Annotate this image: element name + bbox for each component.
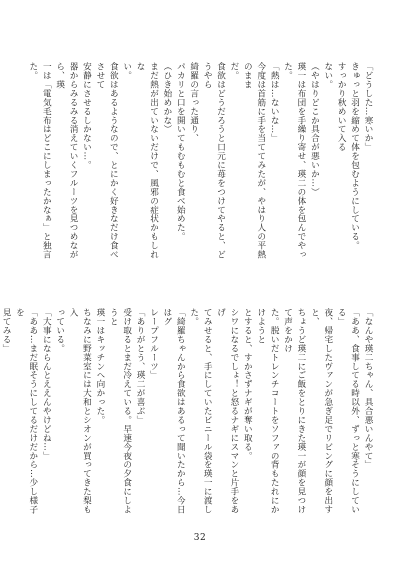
text-line: い。 — [121, 62, 132, 80]
text-line: てみせると、手にしていたビニール袋を瑛一に渡した。 — [188, 308, 213, 514]
text-line: 「ああ、食事してる時以外、ずっと寒そうにしている」 — [336, 308, 360, 514]
text-line: 「大事にならんとええんやけどね…」 — [41, 308, 52, 461]
text-line: きゅっと羽を縮めて体を包むようにしている。 — [349, 62, 360, 250]
text-line: 夜、帰宅したヴァンが急ぎ足でリビングに顔を出すと、 — [309, 308, 333, 514]
text-line: 瑛一は布団を手繰り寄せ、瑛二の体を包んでやった。 — [282, 62, 306, 259]
text-line: 今度は首筋に手を当ててみたが、やはり人の平熱のまま — [242, 62, 266, 259]
text-line: （ひき始めかな） — [161, 62, 172, 134]
text-line: とすると、すかさずナギが奪い取る。 — [242, 308, 253, 461]
text-line: 器からみるみる消えていくフルーツを見つめながら、瑛 — [54, 62, 79, 259]
page-number: 32 — [193, 533, 207, 543]
text-line: っている。 — [54, 308, 65, 353]
text-line: ちょうど瑛二にご飯をとりにきた瑛一が顔を見つけて声をかけ — [282, 308, 306, 514]
text-line: パカリと口を開いてもむもむと食べ始めた。 — [175, 62, 186, 241]
text-line: だ。 — [228, 62, 239, 80]
text-line: 見てみる」 — [1, 308, 12, 353]
text-line: レープフルーツ」 — [148, 308, 159, 380]
text-line: 「熱は…ないな…」 — [269, 62, 280, 143]
text-line: 安静にさせるしかない…。 — [81, 62, 92, 170]
text-line: た。脱いだトレンチコートをソファの背もたれにかけようと — [255, 308, 280, 514]
text-line: 「ありがとう、瑛二が喜ぶ」 — [135, 308, 146, 425]
text-line: 食欲はどうだろうと口元に苺をつけてやると、どうやら — [202, 62, 226, 259]
text-line: 「なんや瑛二ちゃん、具合悪いんやて」 — [363, 308, 373, 470]
text-line: 瑛一はキッチンへ向かった。 — [94, 308, 105, 425]
text-line: 食欲はあるようなので、とにかく好きなだけ食べさせて — [94, 62, 119, 259]
text-line: ない。 — [322, 62, 333, 89]
text-line: すっかり秋めいて入る — [336, 62, 347, 152]
text-line: 受け取るとまだ冷えている。早速今夜の夕食にしようと — [108, 308, 132, 514]
upper-text-block — [27, 62, 374, 262]
text-line: まだ熱が出ていないだけで、風邪の症状かもしれな — [135, 62, 159, 259]
text-line: シワになるでしょ！と怒るナギにスマンと片手をあげ — [215, 308, 239, 514]
text-line: 一は「電気毛布はどこにしまったかなぁ」と独言た。 — [27, 62, 52, 259]
text-line: 「綺羅ちゃんから食欲はあるって聞いたから…今日はグ — [161, 308, 186, 514]
text-line: 「ああ…まだ眠そうにしてるだけだから…少し様子を — [14, 308, 38, 514]
lower-text-block — [1, 308, 374, 520]
text-line: 「どうした…寒いか」 — [363, 62, 373, 152]
text-line: ちなみに野菜室には大和とシオンが買ってきた梨も入 — [68, 308, 92, 514]
text-line: 綺羅の言った通り、 — [188, 62, 199, 143]
text-line: （やはりどこか具合が悪いか…） — [309, 62, 320, 197]
